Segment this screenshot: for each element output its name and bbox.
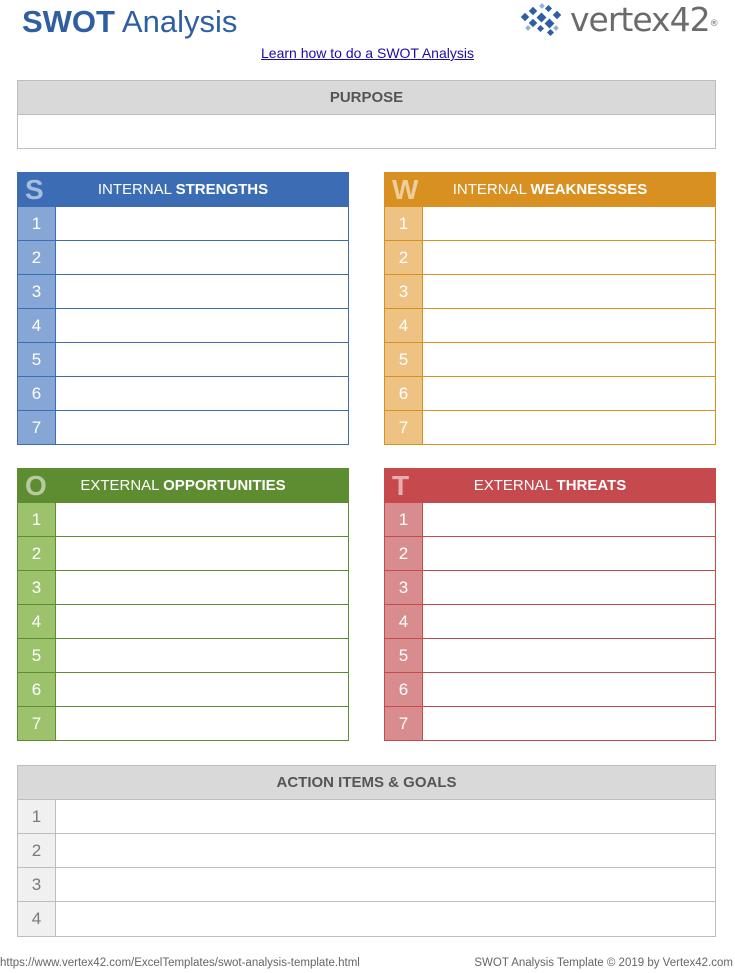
row-number: 4 bbox=[18, 605, 56, 638]
opportunities-row-1 bbox=[18, 503, 348, 537]
row-number: 2 bbox=[385, 537, 423, 570]
opportunities-row-3 bbox=[18, 571, 348, 605]
row-number: 1 bbox=[18, 207, 56, 240]
opportunities-cell-5[interactable] bbox=[56, 639, 348, 672]
strengths-label: STRENGTHS bbox=[175, 181, 269, 198]
row-number: 7 bbox=[385, 411, 423, 444]
action-items-header: ACTION ITEMS & GOALS bbox=[18, 766, 715, 800]
row-number: 1 bbox=[18, 800, 56, 833]
strengths-cell-1[interactable] bbox=[56, 207, 348, 240]
row-number: 6 bbox=[18, 377, 56, 410]
weaknesses-row-5 bbox=[385, 343, 715, 377]
strengths-cell-5[interactable] bbox=[56, 343, 348, 376]
footer-url: https://www.vertex42.com/ExcelTemplates/swot-analysis-template.html bbox=[0, 957, 360, 969]
weaknesses-row-4 bbox=[385, 309, 715, 343]
opportunities-row-2 bbox=[18, 537, 348, 571]
row-number: 2 bbox=[18, 537, 56, 570]
weaknesses-cell-3[interactable] bbox=[423, 275, 715, 308]
row-number: 7 bbox=[18, 411, 56, 444]
row-number: 4 bbox=[385, 309, 423, 342]
threats-row-4 bbox=[385, 605, 715, 639]
opportunities-cell-2[interactable] bbox=[56, 537, 348, 570]
logo-wordmark bbox=[570, 2, 719, 38]
weaknesses-header bbox=[384, 172, 716, 207]
threats-row-7 bbox=[385, 707, 715, 741]
opportunities-row-5 bbox=[18, 639, 348, 673]
row-number: 4 bbox=[18, 902, 56, 936]
threats-row-1 bbox=[385, 503, 715, 537]
threats-cell-2[interactable] bbox=[423, 537, 715, 570]
footer-copyright: SWOT Analysis Template © 2019 by Vertex42.com bbox=[474, 957, 733, 969]
weaknesses-cell-4[interactable] bbox=[423, 309, 715, 342]
row-number: 2 bbox=[385, 241, 423, 274]
action-row-1 bbox=[18, 800, 715, 834]
weaknesses-cell-7[interactable] bbox=[423, 411, 715, 444]
row-number: 5 bbox=[385, 343, 423, 376]
strengths-box bbox=[17, 172, 349, 445]
logo-registered-mark: ® bbox=[709, 19, 719, 29]
title-bold: SWOT bbox=[22, 4, 115, 39]
opportunities-letter: O bbox=[25, 470, 47, 501]
action-cell-2[interactable] bbox=[56, 834, 715, 867]
row-number: 7 bbox=[18, 707, 56, 740]
row-number: 1 bbox=[18, 503, 56, 536]
opportunities-cell-4[interactable] bbox=[56, 605, 348, 638]
vertex42-logo bbox=[520, 2, 720, 38]
strengths-rows bbox=[17, 207, 349, 445]
threats-cell-4[interactable] bbox=[423, 605, 715, 638]
threats-box bbox=[384, 468, 716, 741]
row-number: 5 bbox=[18, 343, 56, 376]
strengths-cell-7[interactable] bbox=[56, 411, 348, 444]
opportunities-rows bbox=[17, 503, 349, 741]
row-number: 7 bbox=[385, 707, 423, 740]
vertex42-logo-icon bbox=[520, 2, 564, 38]
strengths-row-6 bbox=[18, 377, 348, 411]
threats-label: THREATS bbox=[556, 477, 627, 494]
weaknesses-label: WEAKNESSSES bbox=[530, 181, 648, 198]
weaknesses-cell-1[interactable] bbox=[423, 207, 715, 240]
weaknesses-letter: W bbox=[392, 174, 419, 205]
weaknesses-row-6 bbox=[385, 377, 715, 411]
weaknesses-cell-2[interactable] bbox=[423, 241, 715, 274]
weaknesses-row-3 bbox=[385, 275, 715, 309]
weaknesses-title bbox=[453, 181, 648, 198]
action-row-2 bbox=[18, 834, 715, 868]
action-cell-4[interactable] bbox=[56, 902, 715, 936]
threats-letter: T bbox=[392, 470, 410, 501]
row-number: 3 bbox=[385, 571, 423, 604]
strengths-prefix: INTERNAL bbox=[97, 181, 172, 198]
purpose-header: PURPOSE bbox=[18, 81, 715, 115]
weaknesses-rows bbox=[384, 207, 716, 445]
row-number: 6 bbox=[385, 377, 423, 410]
strengths-title bbox=[98, 181, 268, 198]
weaknesses-row-2 bbox=[385, 241, 715, 275]
threats-row-3 bbox=[385, 571, 715, 605]
threats-header bbox=[384, 468, 716, 503]
weaknesses-row-7 bbox=[385, 411, 715, 445]
action-row-4 bbox=[18, 902, 715, 936]
threats-title bbox=[474, 477, 627, 494]
row-number: 6 bbox=[18, 673, 56, 706]
page-title bbox=[22, 4, 237, 40]
threats-row-5 bbox=[385, 639, 715, 673]
strengths-row-2 bbox=[18, 241, 348, 275]
opportunities-cell-1[interactable] bbox=[56, 503, 348, 536]
opportunities-cell-3[interactable] bbox=[56, 571, 348, 604]
row-number: 3 bbox=[18, 275, 56, 308]
strengths-cell-4[interactable] bbox=[56, 309, 348, 342]
strengths-row-1 bbox=[18, 207, 348, 241]
threats-prefix: EXTERNAL bbox=[473, 477, 553, 494]
row-number: 5 bbox=[385, 639, 423, 672]
row-number: 6 bbox=[385, 673, 423, 706]
strengths-header bbox=[17, 172, 349, 207]
row-number: 1 bbox=[385, 503, 423, 536]
threats-cell-6[interactable] bbox=[423, 673, 715, 706]
strengths-cell-6[interactable] bbox=[56, 377, 348, 410]
opportunities-title bbox=[80, 477, 285, 494]
action-cell-1[interactable] bbox=[56, 800, 715, 833]
row-number: 5 bbox=[18, 639, 56, 672]
weaknesses-row-1 bbox=[385, 207, 715, 241]
purpose-input[interactable] bbox=[18, 115, 715, 148]
row-number: 3 bbox=[385, 275, 423, 308]
row-number: 2 bbox=[18, 834, 56, 867]
learn-swot-link[interactable]: Learn how to do a SWOT Analysis bbox=[261, 45, 474, 61]
weaknesses-cell-5[interactable] bbox=[423, 343, 715, 376]
weaknesses-box bbox=[384, 172, 716, 445]
strengths-row-5 bbox=[18, 343, 348, 377]
strengths-letter: S bbox=[25, 174, 44, 205]
threats-row-2 bbox=[385, 537, 715, 571]
opportunities-header bbox=[17, 468, 349, 503]
row-number: 4 bbox=[385, 605, 423, 638]
strengths-row-7 bbox=[18, 411, 348, 445]
logo-text: vertex42 bbox=[570, 0, 710, 39]
opportunities-row-4 bbox=[18, 605, 348, 639]
action-items-section bbox=[17, 765, 716, 937]
threats-cell-3[interactable] bbox=[423, 571, 715, 604]
strengths-row-4 bbox=[18, 309, 348, 343]
row-number: 3 bbox=[18, 571, 56, 604]
weaknesses-cell-6[interactable] bbox=[423, 377, 715, 410]
title-light: Analysis bbox=[121, 4, 238, 39]
opportunities-row-6 bbox=[18, 673, 348, 707]
opportunities-prefix: EXTERNAL bbox=[80, 477, 159, 494]
row-number: 2 bbox=[18, 241, 56, 274]
threats-cell-5[interactable] bbox=[423, 639, 715, 672]
weaknesses-prefix: INTERNAL bbox=[452, 181, 527, 198]
threats-cell-1[interactable] bbox=[423, 503, 715, 536]
opportunities-cell-6[interactable] bbox=[56, 673, 348, 706]
opportunities-box bbox=[17, 468, 349, 741]
threats-row-6 bbox=[385, 673, 715, 707]
opportunities-cell-7[interactable] bbox=[56, 707, 348, 740]
strengths-cell-2[interactable] bbox=[56, 241, 348, 274]
purpose-section bbox=[17, 80, 716, 149]
threats-cell-7[interactable] bbox=[423, 707, 715, 740]
row-number: 3 bbox=[18, 868, 56, 901]
strengths-row-3 bbox=[18, 275, 348, 309]
strengths-cell-3[interactable] bbox=[56, 275, 348, 308]
row-number: 1 bbox=[385, 207, 423, 240]
opportunities-label: OPPORTUNITIES bbox=[163, 477, 286, 494]
action-row-3 bbox=[18, 868, 715, 902]
row-number: 4 bbox=[18, 309, 56, 342]
action-cell-3[interactable] bbox=[56, 868, 715, 901]
opportunities-row-7 bbox=[18, 707, 348, 741]
threats-rows bbox=[384, 503, 716, 741]
